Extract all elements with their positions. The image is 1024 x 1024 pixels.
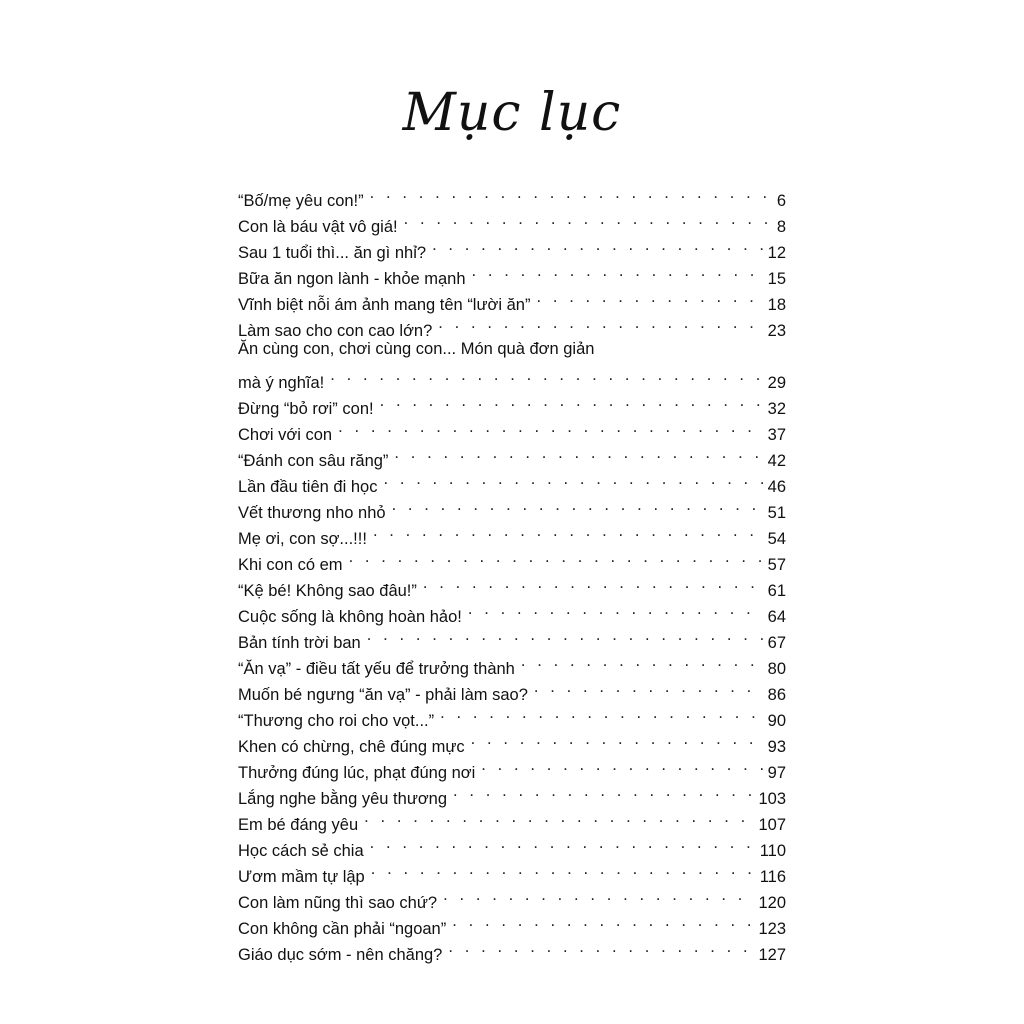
toc-entry xyxy=(238,466,786,496)
toc-entry-row xyxy=(238,362,786,392)
toc-entry-row xyxy=(238,752,786,782)
toc-entry-title: “Kệ bé! Không sao đâu!” xyxy=(238,578,423,604)
toc-entry-title: Lắng nghe bằng yêu thương xyxy=(238,786,453,812)
dot-leader xyxy=(380,388,764,414)
toc-entry-title: Bữa ăn ngon lành - khỏe mạnh xyxy=(238,266,472,292)
toc-entry xyxy=(238,830,786,860)
toc-entry xyxy=(238,752,786,782)
toc-entry xyxy=(238,882,786,912)
toc-page-number: 42 xyxy=(764,448,786,474)
dot-leader xyxy=(392,492,764,518)
toc-entry-row xyxy=(238,778,786,808)
toc-page-number: 86 xyxy=(764,682,786,708)
toc-entry-row xyxy=(238,830,786,860)
toc-entry-title: mà ý nghĩa! xyxy=(238,370,330,396)
dot-leader xyxy=(330,362,763,388)
toc-entry xyxy=(238,232,786,262)
dot-leader xyxy=(438,310,763,336)
toc-entry-row xyxy=(238,388,786,418)
dot-leader xyxy=(472,258,764,284)
toc-entry xyxy=(238,856,786,886)
dot-leader xyxy=(370,830,756,856)
toc-entry-title: Khi con có em xyxy=(238,552,349,578)
toc-entry xyxy=(238,180,786,210)
toc-entry xyxy=(238,570,786,600)
dot-leader xyxy=(468,596,764,622)
toc-page-number: 8 xyxy=(773,214,786,240)
toc-entry-title: Em bé đáng yêu xyxy=(238,812,364,838)
toc-entry-row xyxy=(238,466,786,496)
toc-entry xyxy=(238,492,786,522)
toc-entry-row xyxy=(238,674,786,704)
dot-leader xyxy=(370,180,773,206)
toc-page-number: 64 xyxy=(764,604,786,630)
toc-entry-row xyxy=(238,492,786,522)
toc-entry-title: Bản tính trời ban xyxy=(238,630,367,656)
dot-leader xyxy=(423,570,764,596)
toc-entry-title: “Bố/mẹ yêu con!” xyxy=(238,188,370,214)
toc-page-number: 110 xyxy=(756,838,786,864)
toc-entry xyxy=(238,518,786,548)
toc-page-number: 123 xyxy=(754,916,786,942)
toc-page-number: 57 xyxy=(764,552,786,578)
toc-entry-title: Con không cần phải “ngoan” xyxy=(238,916,452,942)
toc-entry-row xyxy=(238,934,786,964)
toc-entry xyxy=(238,414,786,444)
dot-leader xyxy=(371,856,756,882)
toc-entry-title: Chơi với con xyxy=(238,422,338,448)
toc-entry xyxy=(238,700,786,730)
toc-page-number: 18 xyxy=(764,292,786,318)
toc-entry xyxy=(238,284,786,314)
toc-entry-title: Sau 1 tuổi thì... ăn gì nhỉ? xyxy=(238,240,432,266)
toc-entry xyxy=(238,934,786,964)
toc-entry-row xyxy=(238,180,786,210)
toc-entry-title: “Đánh con sâu răng” xyxy=(238,448,394,474)
toc-page-number: 6 xyxy=(773,188,786,214)
toc-page-number: 116 xyxy=(756,864,786,890)
dot-leader xyxy=(481,752,763,778)
toc-entry-title: “Thương cho roi cho vọt...” xyxy=(238,708,440,734)
toc-page-number: 120 xyxy=(754,890,786,916)
dot-leader xyxy=(536,284,763,310)
toc-entry xyxy=(238,440,786,470)
toc-page-number: 32 xyxy=(764,396,786,422)
dot-leader xyxy=(534,674,764,700)
dot-leader xyxy=(452,908,754,934)
toc-entry-title: Lần đầu tiên đi học xyxy=(238,474,383,500)
toc-entry-row xyxy=(238,882,786,912)
toc-entry xyxy=(238,388,786,418)
toc-entry-title: Con làm nũng thì sao chứ? xyxy=(238,890,443,916)
table-of-contents xyxy=(238,180,786,964)
toc-entry-row xyxy=(238,440,786,470)
toc-entry-title: Ươm mầm tự lập xyxy=(238,864,371,890)
toc-entry-title: Muốn bé ngưng “ăn vạ” - phải làm sao? xyxy=(238,682,534,708)
toc-entry xyxy=(238,648,786,678)
toc-entry-row xyxy=(238,518,786,548)
dot-leader xyxy=(448,934,754,960)
toc-entry-row xyxy=(238,310,786,340)
toc-entry xyxy=(238,778,786,808)
toc-entry-title: Giáo dục sớm - nên chăng? xyxy=(238,942,448,968)
toc-entry-title: Vết thương nho nhỏ xyxy=(238,500,392,526)
toc-entry xyxy=(238,544,786,574)
toc-page-number: 61 xyxy=(764,578,786,604)
toc-entry-row xyxy=(238,596,786,626)
toc-entry xyxy=(238,908,786,938)
dot-leader xyxy=(521,648,764,674)
toc-page-number: 93 xyxy=(764,734,786,760)
toc-page-number: 29 xyxy=(764,370,786,396)
dot-leader xyxy=(440,700,764,726)
dot-leader xyxy=(432,232,764,258)
toc-page-number: 80 xyxy=(764,656,786,682)
toc-entry xyxy=(238,804,786,834)
toc-entry-title: “Ăn vạ” - điều tất yếu để trưởng thành xyxy=(238,656,521,682)
toc-entry-title: Làm sao cho con cao lớn? xyxy=(238,318,438,344)
toc-entry-title: Con là báu vật vô giá! xyxy=(238,214,404,240)
toc-entry-title: Cuộc sống là không hoàn hảo! xyxy=(238,604,468,630)
toc-entry-row xyxy=(238,544,786,574)
toc-entry-title: Thưởng đúng lúc, phạt đúng nơi xyxy=(238,760,481,786)
toc-page-number: 12 xyxy=(764,240,786,266)
toc-page-number: 15 xyxy=(764,266,786,292)
dot-leader xyxy=(373,518,764,544)
dot-leader xyxy=(471,726,764,752)
toc-page-number: 46 xyxy=(764,474,786,500)
page-title: Mục lục xyxy=(402,83,622,143)
toc-page-number: 103 xyxy=(754,786,786,812)
toc-entry-row xyxy=(238,258,786,288)
toc-entry-row xyxy=(238,700,786,730)
toc-entry xyxy=(238,258,786,288)
toc-entry-row xyxy=(238,570,786,600)
dot-leader xyxy=(443,882,754,908)
dot-leader xyxy=(364,804,754,830)
toc-entry xyxy=(238,596,786,626)
toc-entry-row xyxy=(238,726,786,756)
toc-entry-row xyxy=(238,908,786,938)
toc-entry xyxy=(238,206,786,236)
toc-entry-title-line: Ăn cùng con, chơi cùng con... Món quà đơn giản xyxy=(238,340,595,358)
toc-page-number: 107 xyxy=(754,812,786,838)
toc-entry-row xyxy=(238,206,786,236)
toc-page-number: 127 xyxy=(754,942,786,968)
toc-entry-row xyxy=(238,414,786,444)
toc-entry-row xyxy=(238,804,786,834)
toc-entry xyxy=(238,726,786,756)
toc-entry-title: Vĩnh biệt nỗi ám ảnh mang tên “lười ăn” xyxy=(238,292,536,318)
dot-leader xyxy=(383,466,763,492)
toc-page-number: 97 xyxy=(764,760,786,786)
toc-entry-row xyxy=(238,284,786,314)
toc-entry xyxy=(238,336,786,392)
toc-page-number: 23 xyxy=(764,318,786,344)
toc-page-number: 51 xyxy=(764,500,786,526)
toc-entry-row xyxy=(238,856,786,886)
toc-entry-row xyxy=(238,232,786,262)
dot-leader xyxy=(349,544,764,570)
toc-page-number: 54 xyxy=(764,526,786,552)
dot-leader xyxy=(453,778,754,804)
toc-entry xyxy=(238,310,786,340)
toc-entry-title: Học cách sẻ chia xyxy=(238,838,370,864)
toc-entry-title: Khen có chừng, chê đúng mực xyxy=(238,734,471,760)
toc-entry-title: Mẹ ơi, con sợ...!!! xyxy=(238,526,373,552)
dot-leader xyxy=(338,414,764,440)
toc-entry xyxy=(238,674,786,704)
toc-entry-row xyxy=(238,622,786,652)
toc-entry xyxy=(238,622,786,652)
toc-entry-title: Đừng “bỏ rơi” con! xyxy=(238,396,380,422)
dot-leader xyxy=(404,206,773,232)
toc-entry-row xyxy=(238,648,786,678)
toc-page-number: 37 xyxy=(764,422,786,448)
dot-leader xyxy=(367,622,764,648)
dot-leader xyxy=(394,440,763,466)
toc-page-number: 67 xyxy=(764,630,786,656)
toc-page-number: 90 xyxy=(764,708,786,734)
